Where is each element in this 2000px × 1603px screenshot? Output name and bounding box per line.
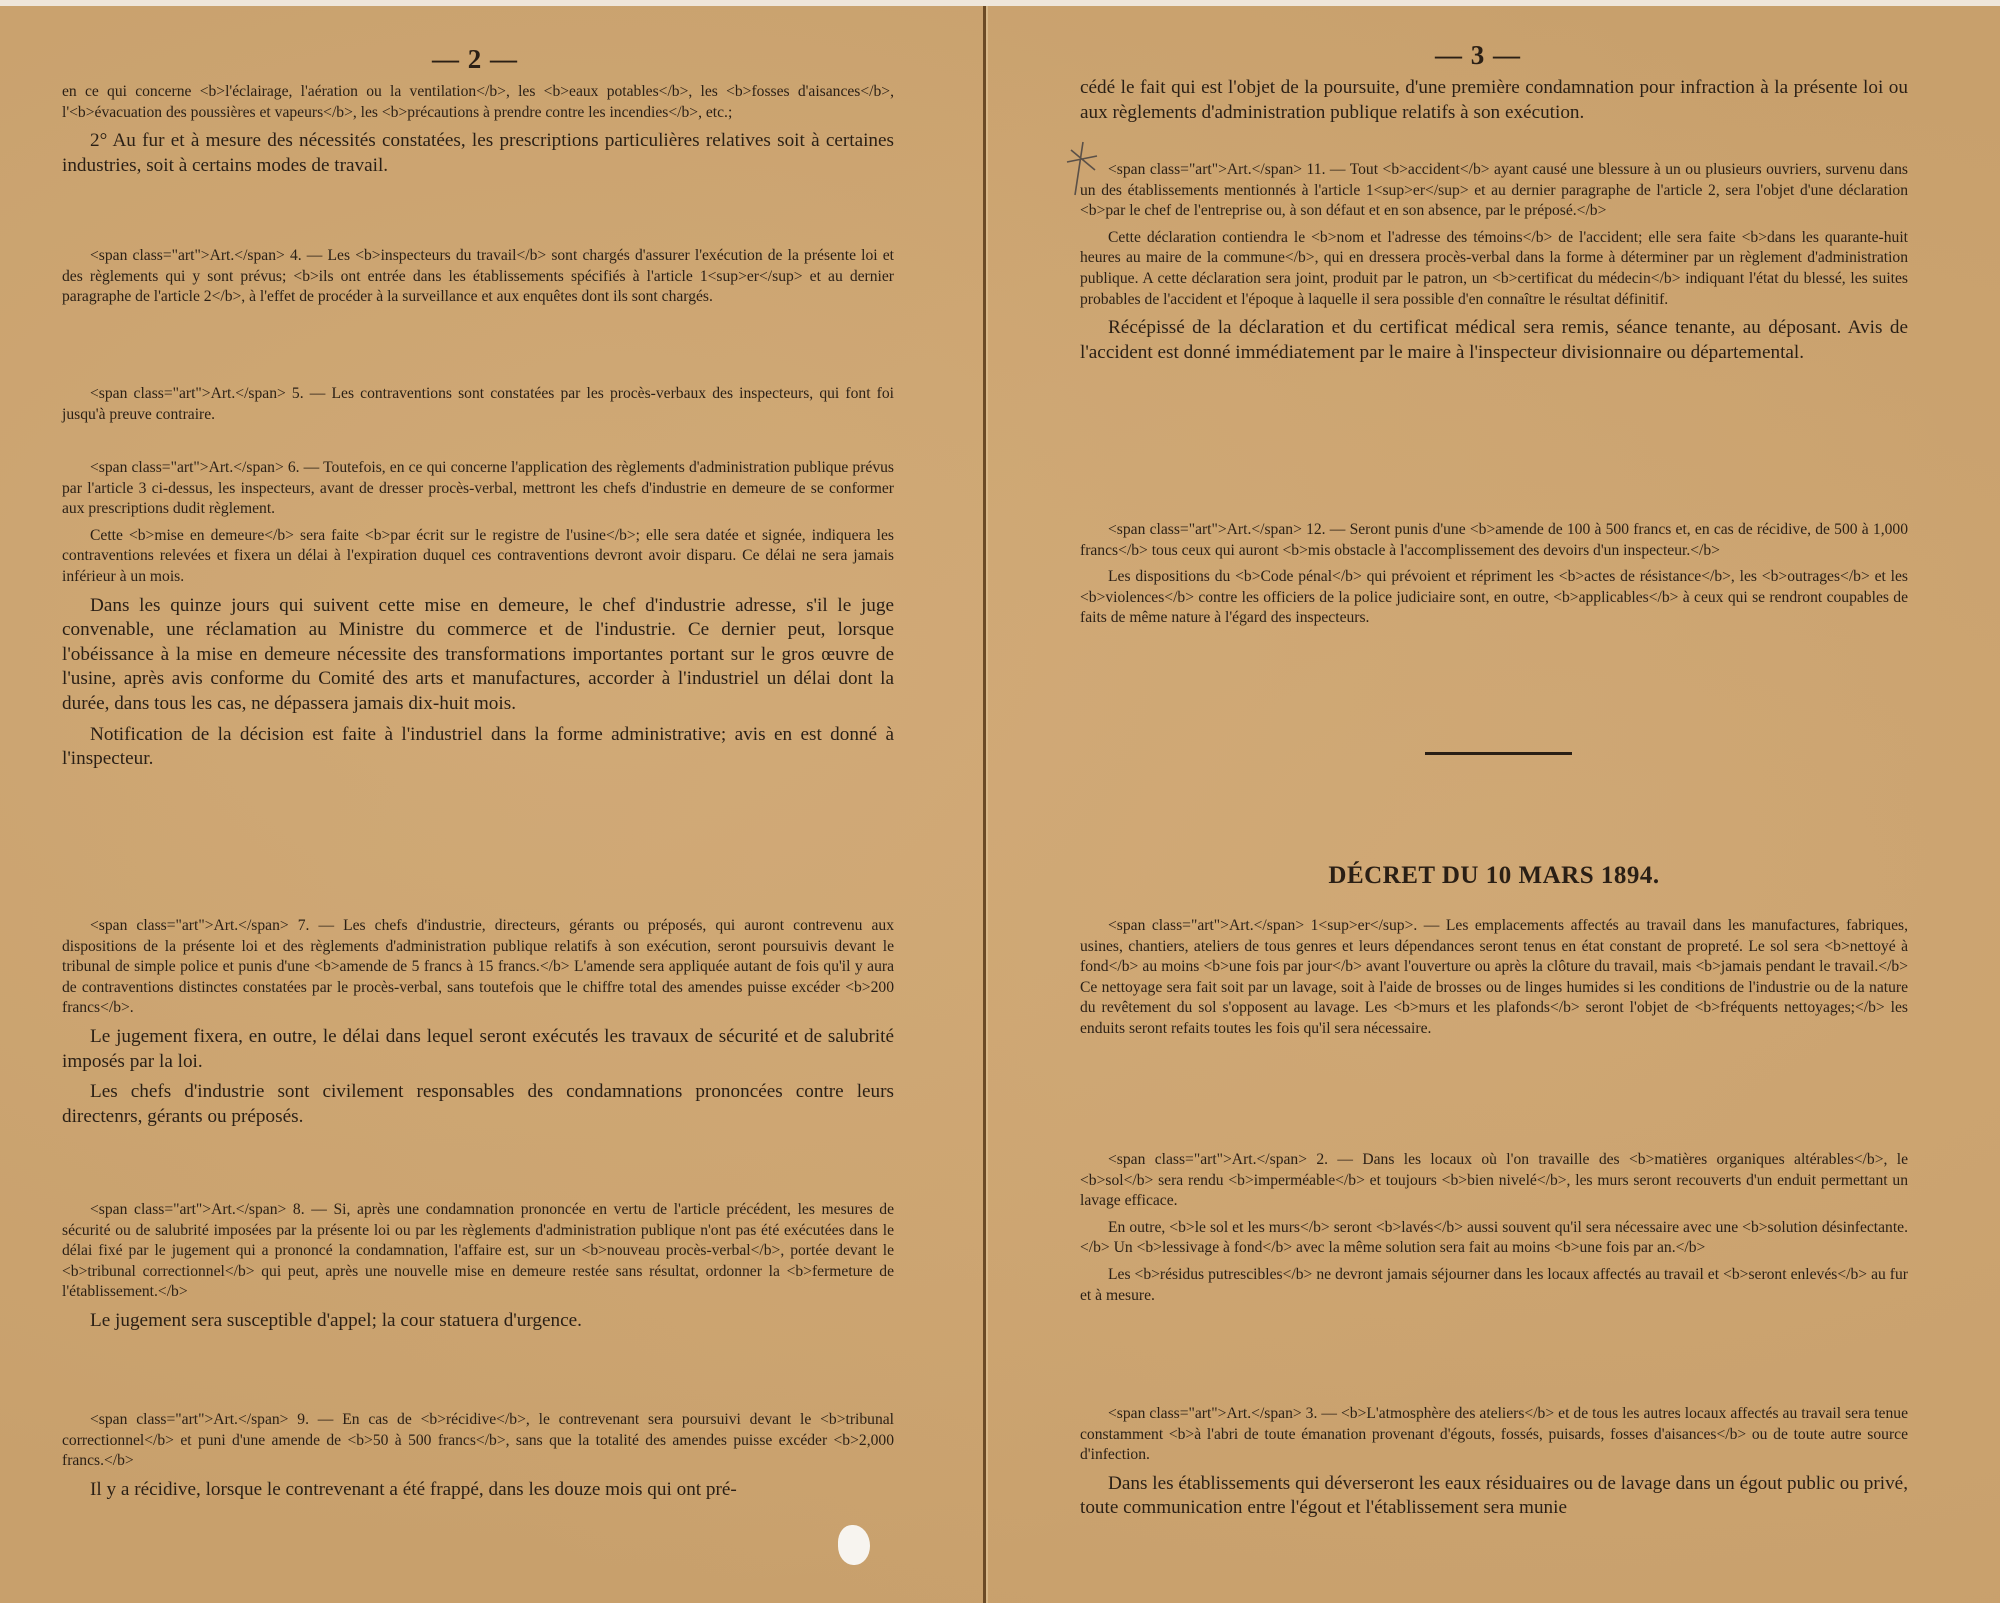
paragraph: <span class="art">Art.</span> 2. — Dans les locaux où l'on travaille des <b>matières organiques altérables</b>, le <b>sol</b> sera rendu <b>imperméable</b> et toujours <b>bien nivelé</b>, les murs seront recouverts d'un enduit permettant un lavage efficace. [1080,1151,1908,1210]
paragraph: En outre, <b>le sol et les murs</b> seront <b>lavés</b> aussi souvent qu'il sera nécessaire avec une <b>solution désinfectante.</b> Un <b>lessivage à fond</b> avec la même solution sera fait au moins <b>une fois par an.</b> [1080,1218,1908,1257]
paragraph: Les dispositions du <b>Code pénal</b> qui prévoient et répriment les <b>actes de résistance</b>, les <b>outrages</b> et les <b>violences</b> contre les officiers de la police judiciaire sont, en outre, <b>applicables</b> à ceux qui se rendront coupables de faits de même nature à l'égard des inspecteurs. [1080,568,1908,627]
article-6 [62,458,894,778]
paragraph: <span class="art">Art.</span> 6. — Toutefois, en ce qui concerne l'application des règlements d'administration publique prévus par l'article 3 ci-dessus, les inspecteurs, avant de dresser procès-verbal, mettront les chefs d'industrie en demeure de se conformer aux prescriptions dudit règlement. [62,459,894,518]
paragraph: <span class="art">Art.</span> 3. — <b>L'atmosphère des ateliers</b> et de tous les autres locaux affectés au travail sera tenue constamment <b>à l'abri de toute émanation provenant d'égouts, fossés, puisards, fosses d'aisances</b> ou de toute autre source d'infection. [1080,1405,1908,1464]
article-12 [1080,520,1908,635]
paragraph: Cette déclaration contiendra le <b>nom et l'adresse des témoins</b> de l'accident; elle sera faite <b>dans les quarante-huit heures au maire de la commune</b>, qui en dressera procès-verbal dans la forme à déterminer par un règlement d'administration publique. A cette déclaration sera joint, produit par le patron, un <b>certificat du médecin</b> indiquant l'état du blessé, les suites probables de l'accident et l'époque à laquelle il sera possible d'en connaître le résultat définitif. [1080,228,1908,308]
paragraph: Il y a récidive, lorsque le contrevenant a été frappé, dans les douze mois qui ont pré- [90,1478,737,1500]
decree-article-1 [1080,916,1908,1046]
paragraph: Dans les établissements qui déverseront les eaux résiduaires ou de lavage dans un égout public ou privé, toute communication entre l'égout et l'établissement sera munie [1080,1472,1908,1519]
pencil-mark-icon [1065,140,1105,200]
decree-article-2 [1080,1150,1908,1312]
article-7 [62,916,894,1135]
article-9 [62,1410,894,1508]
paragraph: Cette <b>mise en demeure</b> sera faite <b>par écrit sur le registre de l'usine</b>; elle sera datée et signée, indiquera les contraventions relevées et fixera un délai à l'expiration duquel ces contraventions devront avoir disparu. Ce délai ne sera jamais inférieur à un mois. [62,526,894,585]
paragraph: <span class="art">Art.</span> 11. — Tout <b>accident</b> ayant causé une blessure à un ou plusieurs ouvriers, survenu dans un des établissements mentionnés à l'article 1<sup>er</sup> et au dernier paragraphe de l'article 2, sera l'objet d'une déclaration <b>par le chef de l'entreprise ou, à son défaut et en son absence, par le préposé.</b> [1080,161,1908,220]
page-number: — 2 — [432,44,518,74]
paragraph: Les <b>résidus putrescibles</b> ne devront jamais séjourner dans les locaux affectés au travail et <b>seront enlevés</b> au fur et à mesure. [1080,1265,1908,1304]
paper-hole [838,1525,870,1565]
paragraph: <span class="art">Art.</span> 12. — Seront punis d'une <b>amende de 100 à 500 francs et, en cas de récidive, de 500 à 1,000 francs</b> tous ceux qui auront <b>mis obstacle à l'accomplissement des devoirs d'un inspecteur.</b> [1080,521,1908,559]
article-11 [1080,160,1908,371]
article-4 [62,246,894,314]
paragraph: 2° Au fur et à mesure des nécessités constatées, les prescriptions particulières relatives soit à certaines industries, soit à certains modes de travail. [62,130,894,176]
paragraph: cédé le fait qui est l'objet de la poursuite, d'une première condamnation pour infraction à la présente loi ou aux règlements d'administration publique relatifs à son exécution. [1080,77,1908,123]
decree-article-3 [1080,1404,1908,1527]
paragraph: Le jugement fixera, en outre, le délai dans lequel seront exécutés les travaux de sécurité et de salubrité imposés par la loi. [62,1025,894,1072]
paragraph: <span class="art">Art.</span> 4. — Les <b>inspecteurs du travail</b> sont chargés d'assurer l'exécution de la présente loi et des règlements qui y sont prévus; <b>ils ont entrée dans les établissements spécifiés à l'article 1<sup>er</sup> et au dernier paragraphe de l'article 2</b>, à l'effet de procéder à la surveillance et aux enquêtes dont ils sont chargés. [62,247,894,306]
spine-highlight [986,6,988,1603]
page-number: — 3 — [1435,40,1521,70]
paragraph: <span class="art">Art.</span> 1<sup>er</sup>. — Les emplacements affectés au travail dans les manufactures, fabriques, usines, chantiers, ateliers de tous genres et leurs dépendances seront tenus en état constant de propreté. Le sol sera <b>nettoyé à fond</b> au moins <b>une fois par jour</b> avant l'ouverture ou après la clôture du travail, mais <b>jamais pendant le travail.</b> Ce nettoyage sera fait soit par un lavage, soit à l'aide de brosses ou de linges humides si les conditions de l'industrie ou de la nature du revêtement du sol s'opposent au lavage. Les <b>murs et les plafonds</b> seront l'objet de <b>fréquents nettoyages;</b> les enduits seront refaits toutes les fois qu'il sera nécessaire. [1080,917,1908,1037]
paragraph: Récépissé de la déclaration et du certificat médical sera remis, séance tenante, au déposant. Avis de l'accident est donné immédiatement par le maire à l'inspecteur divisionnaire ou départemental. [1080,317,1908,363]
left-page [62,0,894,1603]
paragraph: Les chefs d'industrie sont civilement responsables des condamnations prononcées contre leurs directenrs, gérants ou préposés. [62,1081,894,1127]
paragraph: en ce qui concerne <b>l'éclairage, l'aération ou la ventilation</b>, les <b>eaux potables</b>, les <b>fosses d'aisances</b>, l'<b>évacuation des poussières et vapeurs</b>, les <b>précautions à prendre contre les incendies</b>, etc.; [62,83,894,121]
paragraph: Le jugement sera susceptible d'appel; la cour statuera d'urgence. [90,1309,582,1331]
article-9-continuation [1080,76,1908,131]
paragraph: <span class="art">Art.</span> 5. — Les contraventions sont constatées par les procès-verbaux des inspecteurs, qui font foi jusqu'à preuve contraire. [62,385,894,423]
article-8 [62,1200,894,1340]
paragraph: <span class="art">Art.</span> 7. — Les chefs d'industrie, directeurs, gérants ou préposés, qui auront contrevenu aux dispositions de la présente loi et des règlements d'administration publique relatifs à son exécution, seront poursuivis devant le tribunal de simple police et punis d'une <b>amende de 5 francs à 15 francs.</b> L'amende sera appliquée autant de fois qu'il y aura de contraventions distinctes constatées par le procès-verbal, sans toutefois que le chiffre total des amendes puisse excéder <b>200 francs</b>. [62,917,894,1017]
paragraph: <span class="art">Art.</span> 9. — En cas de <b>récidive</b>, le contrevenant sera poursuivi devant le <b>tribunal correctionnel</b> et puni d'une amende de <b>50 à 500 francs</b>, sans que la totalité des amendes puisse excéder <b>2,000 francs.</b> [62,1411,894,1470]
paragraph: <span class="art">Art.</span> 8. — Si, après une condamnation prononcée en vertu de l'article précédent, les mesures de sécurité ou de salubrité imposées par la présente loi ou par les règlements d'administration publique n'ont pas été exécutées dans le délai fixé par le jugement qui a prononcé la condamnation, l'affaire est, sur un <b>nouveau procès-verbal</b>, portée devant le <b>tribunal correctionnel</b> qui peut, après une nouvelle mise en demeure restée sans résultat, ordonner la <b>fermeture de l'établissement.</b> [62,1201,894,1301]
paragraph: Notification de la décision est faite à l'industriel dans la forme administrative; avis en est donné à l'inspecteur. [62,723,894,770]
article-5 [62,384,894,431]
decree-title: DÉCRET DU 10 MARS 1894. [1328,862,1660,889]
section-divider [1425,752,1572,755]
paragraph: Dans les quinze jours qui suivent cette mise en demeure, le chef d'industrie adresse, s'il le juge convenable, une réclamation au Ministre du commerce et de l'industrie. Ce dernier peut, lorsque l'obéissance à la mise en demeure nécessite des transformations importantes portant sur le gros œuvre de l'usine, après avis conforme du Comité des arts et manufactures, accorder à l'industriel un délai dont la durée, dans tous les cas, ne dépassera jamais dix-huit mois. [62,594,894,714]
block-art3-continuation [62,82,894,184]
right-page [1080,0,1908,1603]
